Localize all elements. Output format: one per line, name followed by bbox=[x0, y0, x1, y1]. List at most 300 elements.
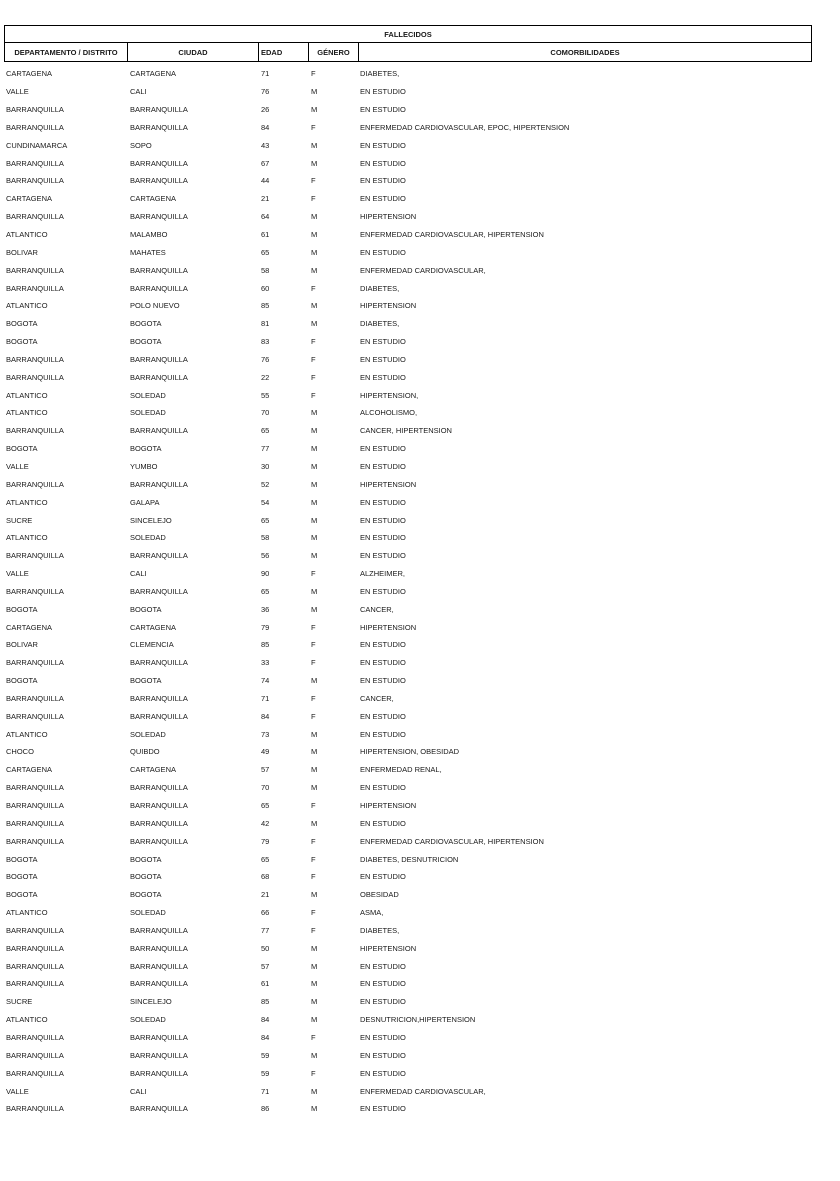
cell-comorbilidades: HIPERTENSION bbox=[360, 943, 417, 953]
cell-departamento: BOGOTA bbox=[6, 890, 38, 900]
cell-comorbilidades: DIABETES, bbox=[360, 69, 400, 79]
cell-departamento: BOLIVAR bbox=[6, 247, 38, 257]
cell-comorbilidades: HIPERTENSION bbox=[360, 301, 417, 311]
cell-departamento: BARRANQUILLA bbox=[6, 372, 64, 382]
cell-ciudad: BARRANQUILLA bbox=[130, 1050, 188, 1060]
table-row bbox=[4, 386, 812, 404]
cell-comorbilidades: EN ESTUDIO bbox=[360, 533, 406, 543]
cell-ciudad: BARRANQUILLA bbox=[130, 658, 188, 668]
cell-genero: F bbox=[311, 194, 316, 204]
cell-comorbilidades: EN ESTUDIO bbox=[360, 586, 406, 596]
cell-comorbilidades: ALZHEIMER, bbox=[360, 569, 406, 579]
cell-departamento: SUCRE bbox=[6, 515, 33, 525]
cell-genero: M bbox=[311, 1015, 318, 1025]
cell-genero: M bbox=[311, 818, 318, 828]
cell-ciudad: BARRANQUILLA bbox=[130, 426, 188, 436]
cell-comorbilidades: HIPERTENSION bbox=[360, 212, 417, 222]
cell-edad: 58 bbox=[261, 265, 270, 275]
cell-ciudad: CARTAGENA bbox=[130, 69, 176, 79]
cell-comorbilidades: ENFERMEDAD CARDIOVASCULAR, bbox=[360, 1086, 486, 1096]
table-row bbox=[4, 119, 812, 137]
cell-departamento: CHOCO bbox=[6, 747, 34, 757]
cell-ciudad: BARRANQUILLA bbox=[130, 283, 188, 293]
cell-departamento: ATLANTICO bbox=[6, 1015, 48, 1025]
cell-departamento: ATLANTICO bbox=[6, 390, 48, 400]
cell-genero: M bbox=[311, 997, 318, 1007]
cell-genero: M bbox=[311, 230, 318, 240]
table-row bbox=[4, 618, 812, 636]
cell-comorbilidades: EN ESTUDIO bbox=[360, 515, 406, 525]
cell-comorbilidades: ALCOHOLISMO, bbox=[360, 408, 418, 418]
cell-departamento: BARRANQUILLA bbox=[6, 836, 64, 846]
table-row bbox=[4, 797, 812, 815]
cell-departamento: BARRANQUILLA bbox=[6, 1104, 64, 1114]
cell-genero: M bbox=[311, 890, 318, 900]
cell-ciudad: BOGOTA bbox=[130, 444, 162, 454]
cell-ciudad: BARRANQUILLA bbox=[130, 1104, 188, 1114]
cell-comorbilidades: ENFERMEDAD CARDIOVASCULAR, bbox=[360, 265, 486, 275]
cell-departamento: BOGOTA bbox=[6, 676, 38, 686]
cell-genero: F bbox=[311, 176, 316, 186]
table-row bbox=[4, 832, 812, 850]
table-row bbox=[4, 672, 812, 690]
cell-edad: 60 bbox=[261, 283, 270, 293]
table-row bbox=[4, 1064, 812, 1082]
cell-departamento: BARRANQUILLA bbox=[6, 122, 64, 132]
cell-edad: 83 bbox=[261, 337, 270, 347]
cell-genero: F bbox=[311, 354, 316, 364]
cell-ciudad: BARRANQUILLA bbox=[130, 801, 188, 811]
cell-genero: F bbox=[311, 640, 316, 650]
table-row bbox=[4, 529, 812, 547]
cell-ciudad: CALI bbox=[130, 87, 147, 97]
cell-comorbilidades: EN ESTUDIO bbox=[360, 354, 406, 364]
cell-departamento: BARRANQUILLA bbox=[6, 212, 64, 222]
cell-departamento: ATLANTICO bbox=[6, 497, 48, 507]
cell-genero: F bbox=[311, 908, 316, 918]
cell-departamento: BARRANQUILLA bbox=[6, 479, 64, 489]
cell-edad: 74 bbox=[261, 676, 270, 686]
cell-comorbilidades: EN ESTUDIO bbox=[360, 337, 406, 347]
cell-genero: F bbox=[311, 283, 316, 293]
cell-ciudad: BARRANQUILLA bbox=[130, 961, 188, 971]
table-row bbox=[4, 261, 812, 279]
table-row bbox=[4, 172, 812, 190]
cell-genero: F bbox=[311, 372, 316, 382]
table-row bbox=[4, 654, 812, 672]
cell-comorbilidades: HIPERTENSION bbox=[360, 801, 417, 811]
cell-genero: M bbox=[311, 426, 318, 436]
cell-genero: M bbox=[311, 586, 318, 596]
cell-ciudad: BOGOTA bbox=[130, 676, 162, 686]
cell-edad: 85 bbox=[261, 997, 270, 1007]
cell-ciudad: BARRANQUILLA bbox=[130, 925, 188, 935]
cell-ciudad: BARRANQUILLA bbox=[130, 693, 188, 703]
cell-comorbilidades: EN ESTUDIO bbox=[360, 1050, 406, 1060]
table-row bbox=[4, 154, 812, 172]
cell-comorbilidades: DIABETES, bbox=[360, 925, 400, 935]
table-row bbox=[4, 600, 812, 618]
table-row bbox=[4, 904, 812, 922]
cell-genero: F bbox=[311, 872, 316, 882]
table-row bbox=[4, 1100, 812, 1118]
cell-departamento: BARRANQUILLA bbox=[6, 979, 64, 989]
cell-edad: 21 bbox=[261, 890, 270, 900]
cell-genero: M bbox=[311, 301, 318, 311]
cell-genero: M bbox=[311, 979, 318, 989]
cell-genero: F bbox=[311, 1032, 316, 1042]
cell-edad: 26 bbox=[261, 105, 270, 115]
table-row bbox=[4, 636, 812, 654]
table-row bbox=[4, 208, 812, 226]
cell-edad: 57 bbox=[261, 765, 270, 775]
cell-ciudad: BOGOTA bbox=[130, 854, 162, 864]
table-row bbox=[4, 814, 812, 832]
cell-ciudad: MALAMBO bbox=[130, 230, 168, 240]
cell-departamento: BARRANQUILLA bbox=[6, 586, 64, 596]
cell-comorbilidades: EN ESTUDIO bbox=[360, 87, 406, 97]
cell-comorbilidades: EN ESTUDIO bbox=[360, 783, 406, 793]
cell-edad: 61 bbox=[261, 979, 270, 989]
cell-departamento: BOGOTA bbox=[6, 337, 38, 347]
cell-genero: M bbox=[311, 247, 318, 257]
cell-comorbilidades: CANCER, HIPERTENSION bbox=[360, 426, 452, 436]
cell-genero: M bbox=[311, 105, 318, 115]
cell-comorbilidades: EN ESTUDIO bbox=[360, 711, 406, 721]
cell-departamento: BARRANQUILLA bbox=[6, 354, 64, 364]
cell-edad: 85 bbox=[261, 640, 270, 650]
cell-departamento: BARRANQUILLA bbox=[6, 658, 64, 668]
cell-genero: M bbox=[311, 515, 318, 525]
cell-edad: 76 bbox=[261, 354, 270, 364]
cell-genero: M bbox=[311, 765, 318, 775]
cell-departamento: ATLANTICO bbox=[6, 729, 48, 739]
cell-departamento: BARRANQUILLA bbox=[6, 176, 64, 186]
cell-ciudad: SINCELEJO bbox=[130, 515, 172, 525]
cell-ciudad: BARRANQUILLA bbox=[130, 265, 188, 275]
cell-genero: M bbox=[311, 497, 318, 507]
cell-departamento: BARRANQUILLA bbox=[6, 693, 64, 703]
cell-ciudad: BARRANQUILLA bbox=[130, 943, 188, 953]
cell-ciudad: CLEMENCIA bbox=[130, 640, 174, 650]
cell-edad: 33 bbox=[261, 658, 270, 668]
cell-comorbilidades: ENFERMEDAD CARDIOVASCULAR, HIPERTENSION bbox=[360, 836, 544, 846]
cell-edad: 90 bbox=[261, 569, 270, 579]
cell-comorbilidades: HIPERTENSION bbox=[360, 622, 417, 632]
table-row bbox=[4, 582, 812, 600]
cell-edad: 64 bbox=[261, 212, 270, 222]
cell-departamento: BARRANQUILLA bbox=[6, 1068, 64, 1078]
table-row bbox=[4, 868, 812, 886]
cell-comorbilidades: EN ESTUDIO bbox=[360, 1104, 406, 1114]
cell-edad: 55 bbox=[261, 390, 270, 400]
cell-departamento: BARRANQUILLA bbox=[6, 711, 64, 721]
cell-edad: 79 bbox=[261, 622, 270, 632]
cell-departamento: BARRANQUILLA bbox=[6, 943, 64, 953]
cell-edad: 44 bbox=[261, 176, 270, 186]
cell-departamento: BARRANQUILLA bbox=[6, 265, 64, 275]
cell-edad: 84 bbox=[261, 122, 270, 132]
cell-ciudad: BOGOTA bbox=[130, 604, 162, 614]
cell-comorbilidades: EN ESTUDIO bbox=[360, 461, 406, 471]
cell-edad: 84 bbox=[261, 711, 270, 721]
cell-ciudad: MAHATES bbox=[130, 247, 166, 257]
cell-edad: 70 bbox=[261, 783, 270, 793]
cell-genero: F bbox=[311, 337, 316, 347]
cell-ciudad: BOGOTA bbox=[130, 890, 162, 900]
table-row bbox=[4, 333, 812, 351]
table-row bbox=[4, 743, 812, 761]
cell-edad: 84 bbox=[261, 1015, 270, 1025]
cell-genero: M bbox=[311, 1050, 318, 1060]
cell-departamento: BOLIVAR bbox=[6, 640, 38, 650]
cell-edad: 59 bbox=[261, 1050, 270, 1060]
cell-edad: 81 bbox=[261, 319, 270, 329]
cell-ciudad: BARRANQUILLA bbox=[130, 372, 188, 382]
cell-edad: 71 bbox=[261, 693, 270, 703]
cell-genero: M bbox=[311, 1104, 318, 1114]
cell-comorbilidades: ENFERMEDAD CARDIOVASCULAR, EPOC, HIPERTENSION bbox=[360, 122, 570, 132]
cell-comorbilidades: DIABETES, bbox=[360, 319, 400, 329]
table-row bbox=[4, 975, 812, 993]
cell-edad: 86 bbox=[261, 1104, 270, 1114]
cell-ciudad: POLO NUEVO bbox=[130, 301, 180, 311]
cell-genero: F bbox=[311, 390, 316, 400]
cell-departamento: VALLE bbox=[6, 569, 29, 579]
cell-genero: M bbox=[311, 943, 318, 953]
table-row bbox=[4, 136, 812, 154]
cell-comorbilidades: EN ESTUDIO bbox=[360, 658, 406, 668]
cell-departamento: BARRANQUILLA bbox=[6, 783, 64, 793]
cell-edad: 21 bbox=[261, 194, 270, 204]
cell-edad: 66 bbox=[261, 908, 270, 918]
cell-comorbilidades: DIABETES, DESNUTRICION bbox=[360, 854, 459, 864]
table-row bbox=[4, 1011, 812, 1029]
cell-departamento: CARTAGENA bbox=[6, 622, 52, 632]
cell-comorbilidades: EN ESTUDIO bbox=[360, 872, 406, 882]
cell-comorbilidades: ENFERMEDAD CARDIOVASCULAR, HIPERTENSION bbox=[360, 230, 544, 240]
cell-edad: 59 bbox=[261, 1068, 270, 1078]
cell-ciudad: YUMBO bbox=[130, 461, 158, 471]
cell-comorbilidades: OBESIDAD bbox=[360, 890, 399, 900]
cell-comorbilidades: EN ESTUDIO bbox=[360, 497, 406, 507]
cell-genero: F bbox=[311, 622, 316, 632]
cell-departamento: BARRANQUILLA bbox=[6, 1050, 64, 1060]
cell-comorbilidades: EN ESTUDIO bbox=[360, 961, 406, 971]
header-comorbilidades: COMORBILIDADES bbox=[550, 47, 620, 57]
cell-ciudad: SOLEDAD bbox=[130, 533, 166, 543]
cell-genero: M bbox=[311, 319, 318, 329]
cell-edad: 77 bbox=[261, 444, 270, 454]
cell-ciudad: BARRANQUILLA bbox=[130, 1068, 188, 1078]
cell-departamento: BARRANQUILLA bbox=[6, 925, 64, 935]
table-row bbox=[4, 1082, 812, 1100]
cell-comorbilidades: EN ESTUDIO bbox=[360, 158, 406, 168]
cell-genero: M bbox=[311, 140, 318, 150]
cell-comorbilidades: EN ESTUDIO bbox=[360, 729, 406, 739]
cell-edad: 49 bbox=[261, 747, 270, 757]
cell-edad: 52 bbox=[261, 479, 270, 489]
table-row bbox=[4, 957, 812, 975]
cell-edad: 73 bbox=[261, 729, 270, 739]
cell-ciudad: BARRANQUILLA bbox=[130, 979, 188, 989]
cell-edad: 70 bbox=[261, 408, 270, 418]
cell-departamento: BARRANQUILLA bbox=[6, 426, 64, 436]
cell-edad: 65 bbox=[261, 801, 270, 811]
cell-ciudad: SOPO bbox=[130, 140, 152, 150]
cell-ciudad: BARRANQUILLA bbox=[130, 783, 188, 793]
cell-genero: M bbox=[311, 408, 318, 418]
table-row bbox=[4, 458, 812, 476]
cell-comorbilidades: EN ESTUDIO bbox=[360, 140, 406, 150]
cell-genero: M bbox=[311, 1086, 318, 1096]
cell-departamento: CARTAGENA bbox=[6, 765, 52, 775]
table-row bbox=[4, 190, 812, 208]
cell-edad: 30 bbox=[261, 461, 270, 471]
cell-ciudad: SINCELEJO bbox=[130, 997, 172, 1007]
table-row bbox=[4, 939, 812, 957]
cell-ciudad: SOLEDAD bbox=[130, 390, 166, 400]
cell-genero: M bbox=[311, 212, 318, 222]
table-title: FALLECIDOS bbox=[4, 25, 812, 43]
table-row bbox=[4, 243, 812, 261]
cell-genero: M bbox=[311, 265, 318, 275]
cell-departamento: BARRANQUILLA bbox=[6, 818, 64, 828]
cell-edad: 77 bbox=[261, 925, 270, 935]
cell-departamento: VALLE bbox=[6, 1086, 29, 1096]
table-row bbox=[4, 279, 812, 297]
cell-comorbilidades: EN ESTUDIO bbox=[360, 194, 406, 204]
table-row bbox=[4, 922, 812, 940]
cell-genero: M bbox=[311, 604, 318, 614]
cell-ciudad: CALI bbox=[130, 1086, 147, 1096]
cell-ciudad: CALI bbox=[130, 569, 147, 579]
cell-genero: F bbox=[311, 569, 316, 579]
cell-comorbilidades: EN ESTUDIO bbox=[360, 818, 406, 828]
cell-ciudad: BARRANQUILLA bbox=[130, 176, 188, 186]
fallecidos-table bbox=[4, 25, 812, 62]
cell-genero: M bbox=[311, 729, 318, 739]
cell-departamento: SUCRE bbox=[6, 997, 33, 1007]
cell-edad: 65 bbox=[261, 247, 270, 257]
cell-edad: 65 bbox=[261, 854, 270, 864]
table-row bbox=[4, 404, 812, 422]
cell-departamento: BARRANQUILLA bbox=[6, 801, 64, 811]
cell-comorbilidades: EN ESTUDIO bbox=[360, 247, 406, 257]
table-row bbox=[4, 101, 812, 119]
table-row bbox=[4, 493, 812, 511]
cell-genero: M bbox=[311, 87, 318, 97]
cell-comorbilidades: EN ESTUDIO bbox=[360, 105, 406, 115]
cell-comorbilidades: CANCER, bbox=[360, 693, 394, 703]
cell-departamento: CARTAGENA bbox=[6, 69, 52, 79]
table-header-row bbox=[4, 43, 812, 62]
cell-departamento: CUNDINAMARCA bbox=[6, 140, 68, 150]
cell-departamento: ATLANTICO bbox=[6, 230, 48, 240]
table-row bbox=[4, 315, 812, 333]
table-row bbox=[4, 707, 812, 725]
cell-comorbilidades: DIABETES, bbox=[360, 283, 400, 293]
cell-edad: 56 bbox=[261, 551, 270, 561]
cell-edad: 65 bbox=[261, 586, 270, 596]
cell-genero: M bbox=[311, 551, 318, 561]
cell-ciudad: BOGOTA bbox=[130, 872, 162, 882]
cell-ciudad: CARTAGENA bbox=[130, 622, 176, 632]
table-row bbox=[4, 83, 812, 101]
header-ciudad: CIUDAD bbox=[128, 43, 259, 61]
cell-departamento: BOGOTA bbox=[6, 444, 38, 454]
table-row bbox=[4, 690, 812, 708]
cell-comorbilidades: DESNUTRICION,HIPERTENSION bbox=[360, 1015, 476, 1025]
cell-genero: F bbox=[311, 925, 316, 935]
cell-departamento: BARRANQUILLA bbox=[6, 1032, 64, 1042]
cell-ciudad: BARRANQUILLA bbox=[130, 158, 188, 168]
cell-genero: F bbox=[311, 1068, 316, 1078]
cell-genero: M bbox=[311, 158, 318, 168]
cell-ciudad: BARRANQUILLA bbox=[130, 586, 188, 596]
cell-ciudad: BARRANQUILLA bbox=[130, 551, 188, 561]
cell-edad: 22 bbox=[261, 372, 270, 382]
cell-edad: 54 bbox=[261, 497, 270, 507]
cell-ciudad: BARRANQUILLA bbox=[130, 836, 188, 846]
cell-genero: M bbox=[311, 533, 318, 543]
cell-ciudad: SOLEDAD bbox=[130, 908, 166, 918]
cell-ciudad: BARRANQUILLA bbox=[130, 122, 188, 132]
cell-departamento: VALLE bbox=[6, 461, 29, 471]
table-body bbox=[4, 65, 812, 1118]
table-row bbox=[4, 850, 812, 868]
cell-genero: F bbox=[311, 854, 316, 864]
cell-ciudad: BARRANQUILLA bbox=[130, 479, 188, 489]
table-row bbox=[4, 475, 812, 493]
cell-departamento: BOGOTA bbox=[6, 604, 38, 614]
cell-comorbilidades: EN ESTUDIO bbox=[360, 176, 406, 186]
cell-comorbilidades: HIPERTENSION, bbox=[360, 390, 419, 400]
cell-edad: 36 bbox=[261, 604, 270, 614]
cell-comorbilidades: EN ESTUDIO bbox=[360, 676, 406, 686]
cell-ciudad: CARTAGENA bbox=[130, 194, 176, 204]
cell-comorbilidades: EN ESTUDIO bbox=[360, 640, 406, 650]
cell-genero: M bbox=[311, 444, 318, 454]
cell-ciudad: SOLEDAD bbox=[130, 408, 166, 418]
cell-comorbilidades: HIPERTENSION bbox=[360, 479, 417, 489]
cell-genero: F bbox=[311, 69, 316, 79]
cell-edad: 58 bbox=[261, 533, 270, 543]
header-edad: EDAD bbox=[259, 43, 309, 61]
cell-genero: M bbox=[311, 783, 318, 793]
cell-genero: F bbox=[311, 836, 316, 846]
cell-departamento: BOGOTA bbox=[6, 872, 38, 882]
cell-ciudad: BARRANQUILLA bbox=[130, 1032, 188, 1042]
cell-ciudad: BARRANQUILLA bbox=[130, 354, 188, 364]
cell-ciudad: BOGOTA bbox=[130, 319, 162, 329]
cell-departamento: BARRANQUILLA bbox=[6, 551, 64, 561]
cell-ciudad: SOLEDAD bbox=[130, 729, 166, 739]
cell-ciudad: BOGOTA bbox=[130, 337, 162, 347]
cell-departamento: BARRANQUILLA bbox=[6, 158, 64, 168]
table-row bbox=[4, 761, 812, 779]
cell-genero: M bbox=[311, 747, 318, 757]
cell-comorbilidades: EN ESTUDIO bbox=[360, 979, 406, 989]
table-row bbox=[4, 1046, 812, 1064]
cell-edad: 43 bbox=[261, 140, 270, 150]
cell-edad: 71 bbox=[261, 1086, 270, 1096]
header-departamento: DEPARTAMENTO / DISTRITO bbox=[5, 43, 128, 61]
table-row bbox=[4, 886, 812, 904]
cell-edad: 84 bbox=[261, 1032, 270, 1042]
cell-edad: 42 bbox=[261, 818, 270, 828]
table-row bbox=[4, 547, 812, 565]
